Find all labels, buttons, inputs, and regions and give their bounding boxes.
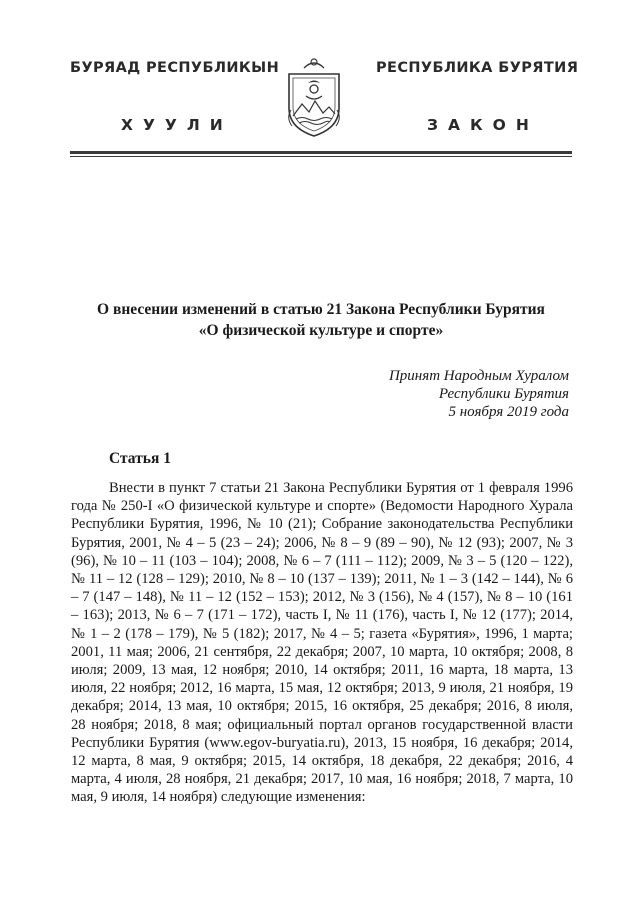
- adoption-note-line2: Республики Бурятия: [438, 386, 569, 402]
- header-divider-thin: [70, 156, 572, 157]
- header-right-title: РЕСПУБЛИКА БУРЯТИЯ: [376, 60, 579, 76]
- coat-of-arms-icon: [282, 56, 346, 140]
- adoption-note-line3: 5 ноября 2019 года: [448, 404, 569, 420]
- article-body-paragraph: Внести в пункт 7 статьи 21 Закона Республики Бурятия от 1 февраля 1996 года № 250-I «О физической культуре и спорте» (Ведомости Народного Хурала Республики Бурятия, 1996, № 10 (21); Собрание законодательства Республики Бурятия, 2001, № 4 – 5 (23 – 24); 2006, № 8 – 9 (89 – 90), № 12 (93); 2007, № 3 (96), № 10 – 11 (103 – 104); 2008, № 6 – 7 (111 – 112); 2009, № 3 – 5 (120 – 122), № 11 – 12 (128 – 129); 2010, № 8 – 10 (137 – 139); 2011, № 1 – 3 (142 – 144), № 6 – 7 (147 – 148), № 11 – 12 (152 – 153); 2012, № 3 (156), № 4 (157), № 8 – 10 (161 – 163); 2013, № 6 – 7 (171 – 172), часть I, № 11 (176), часть I, № 12 (177); 2014, № 1 – 2 (178 – 179), № 5 (182); 2017, № 4 – 5; газета «Бурятия», 1996, 1 марта; 2001, 11 мая; 2006, 21 сентября, 22 декабря; 2007, 10 марта, 10 октября; 2008, 8 июля; 2009, 13 мая, 12 ноября; 2010, 14 октября; 2011, 16 марта, 18 марта, 13 июля, 22 ноября; 2012, 16 марта, 15 мая, 12 октября; 2013, 9 июля, 21 ноября, 19 декабря; 2014, 13 мая, 10 октября; 2015, 16 октября, 25 декабря; 2016, 8 июля, 28 ноября; 2018, 8 мая; официальный портал органов государственной власти Республики Бурятия (www.egov-buryatia.ru), 2013, 15 ноября, 16 декабря; 2014, 12 марта, 8 мая, 9 октября; 2015, 14 октября, 18 декабря, 22 декабря; 2016, 4 марта, 4 июля, 28 ноября, 21 декабря; 2017, 10 мая, 16 ноября; 2018, 7 марта, 10 мая, 9 июля, 14 ноября) следующие изменения:: [71, 480, 573, 806]
- header-right-subtitle: ЗАКОН: [427, 116, 539, 134]
- law-title: [80, 299, 562, 341]
- adoption-note: [389, 367, 569, 421]
- law-title-line1: О внесении изменений в статью 21 Закона Республики Бурятия: [97, 301, 545, 318]
- header-divider-thick: [70, 151, 572, 154]
- header-left-title: БУРЯАД РЕСПУБЛИКЫН: [70, 60, 280, 76]
- article-heading: Статья 1: [109, 450, 171, 467]
- adoption-note-line1: Принят Народным Хуралом: [388, 368, 569, 384]
- law-title-line2: «О физической культуре и спорте»: [198, 322, 444, 339]
- header-left-subtitle: ХУУЛИ: [121, 116, 233, 134]
